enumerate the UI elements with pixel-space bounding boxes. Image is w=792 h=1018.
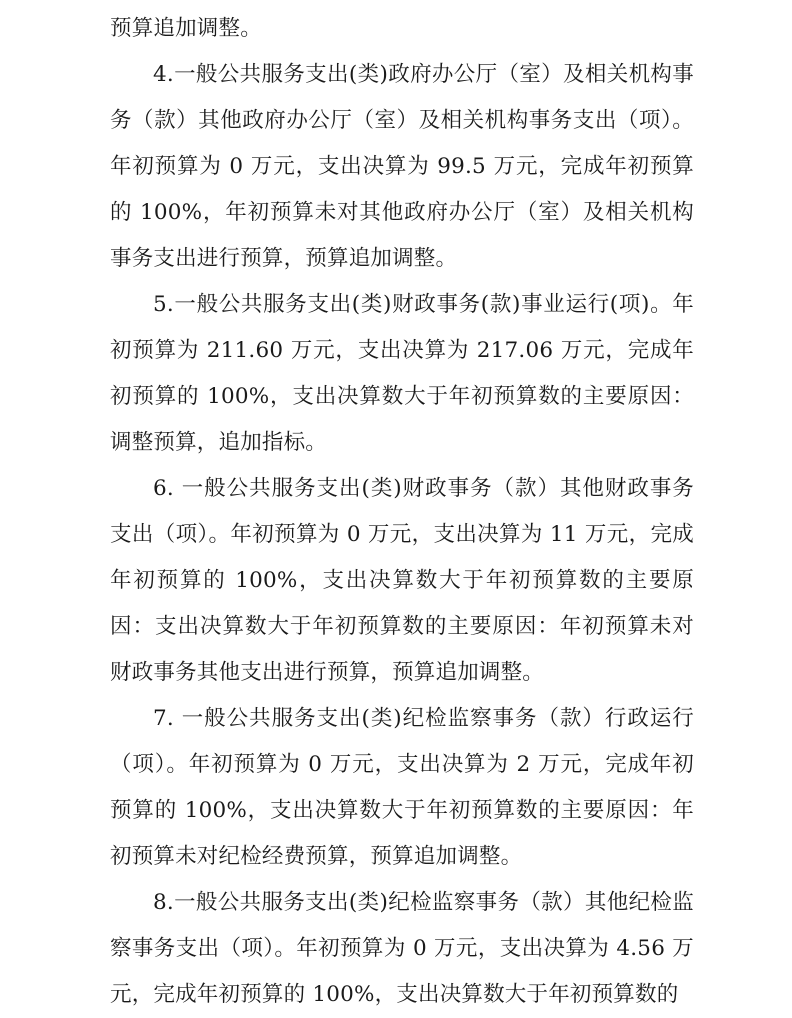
paragraph-item-8: 8.一般公共服务支出(类)纪检监察事务（款）其他纪检监察事务支出（项）。年初预算为 0 万元，支出决算为 4.56 万元，完成年初预算的 100%，支出决算数大于年初预算数的	[110, 890, 694, 1007]
paragraph-continuation: 预算追加调整。	[110, 16, 262, 41]
paragraph-item-5: 5.一般公共服务支出(类)财政事务(款)事业运行(项)。年初预算为 211.60 万元，支出决算为 217.06 万元，完成年初预算的 100%，支出决算数大于年初预算数的主要原因：调整预算，追加指标。	[110, 292, 694, 455]
paragraph-item-6: 6. 一般公共服务支出(类)财政事务（款）其他财政事务支出（项）。年初预算为 0 万元，支出决算为 11 万元，完成年初预算的 100%，支出决算数大于年初预算数的主要原因：支出决算数大于年初预算数的主要原因：年初预算未对财政事务其他支出进行预算，预算追加调整。	[110, 476, 694, 685]
paragraph-item-7: 7. 一般公共服务支出(类)纪检监察事务（款）行政运行（项）。年初预算为 0 万元，支出决算为 2 万元，完成年初预算的 100%，支出决算数大于年初预算数的主要原因：年初预算未对纪检经费预算，预算追加调整。	[110, 706, 694, 869]
paragraph-item-4: 4.一般公共服务支出(类)政府办公厅（室）及相关机构事务（款）其他政府办公厅（室）及相关机构事务支出（项）。年初预算为 0 万元，支出决算为 99.5 万元，完成年初预算的 100%，年初预算未对其他政府办公厅（室）及相关机构事务支出进行预算，预算追加调整。	[110, 62, 694, 271]
document-body	[110, 6, 694, 1018]
